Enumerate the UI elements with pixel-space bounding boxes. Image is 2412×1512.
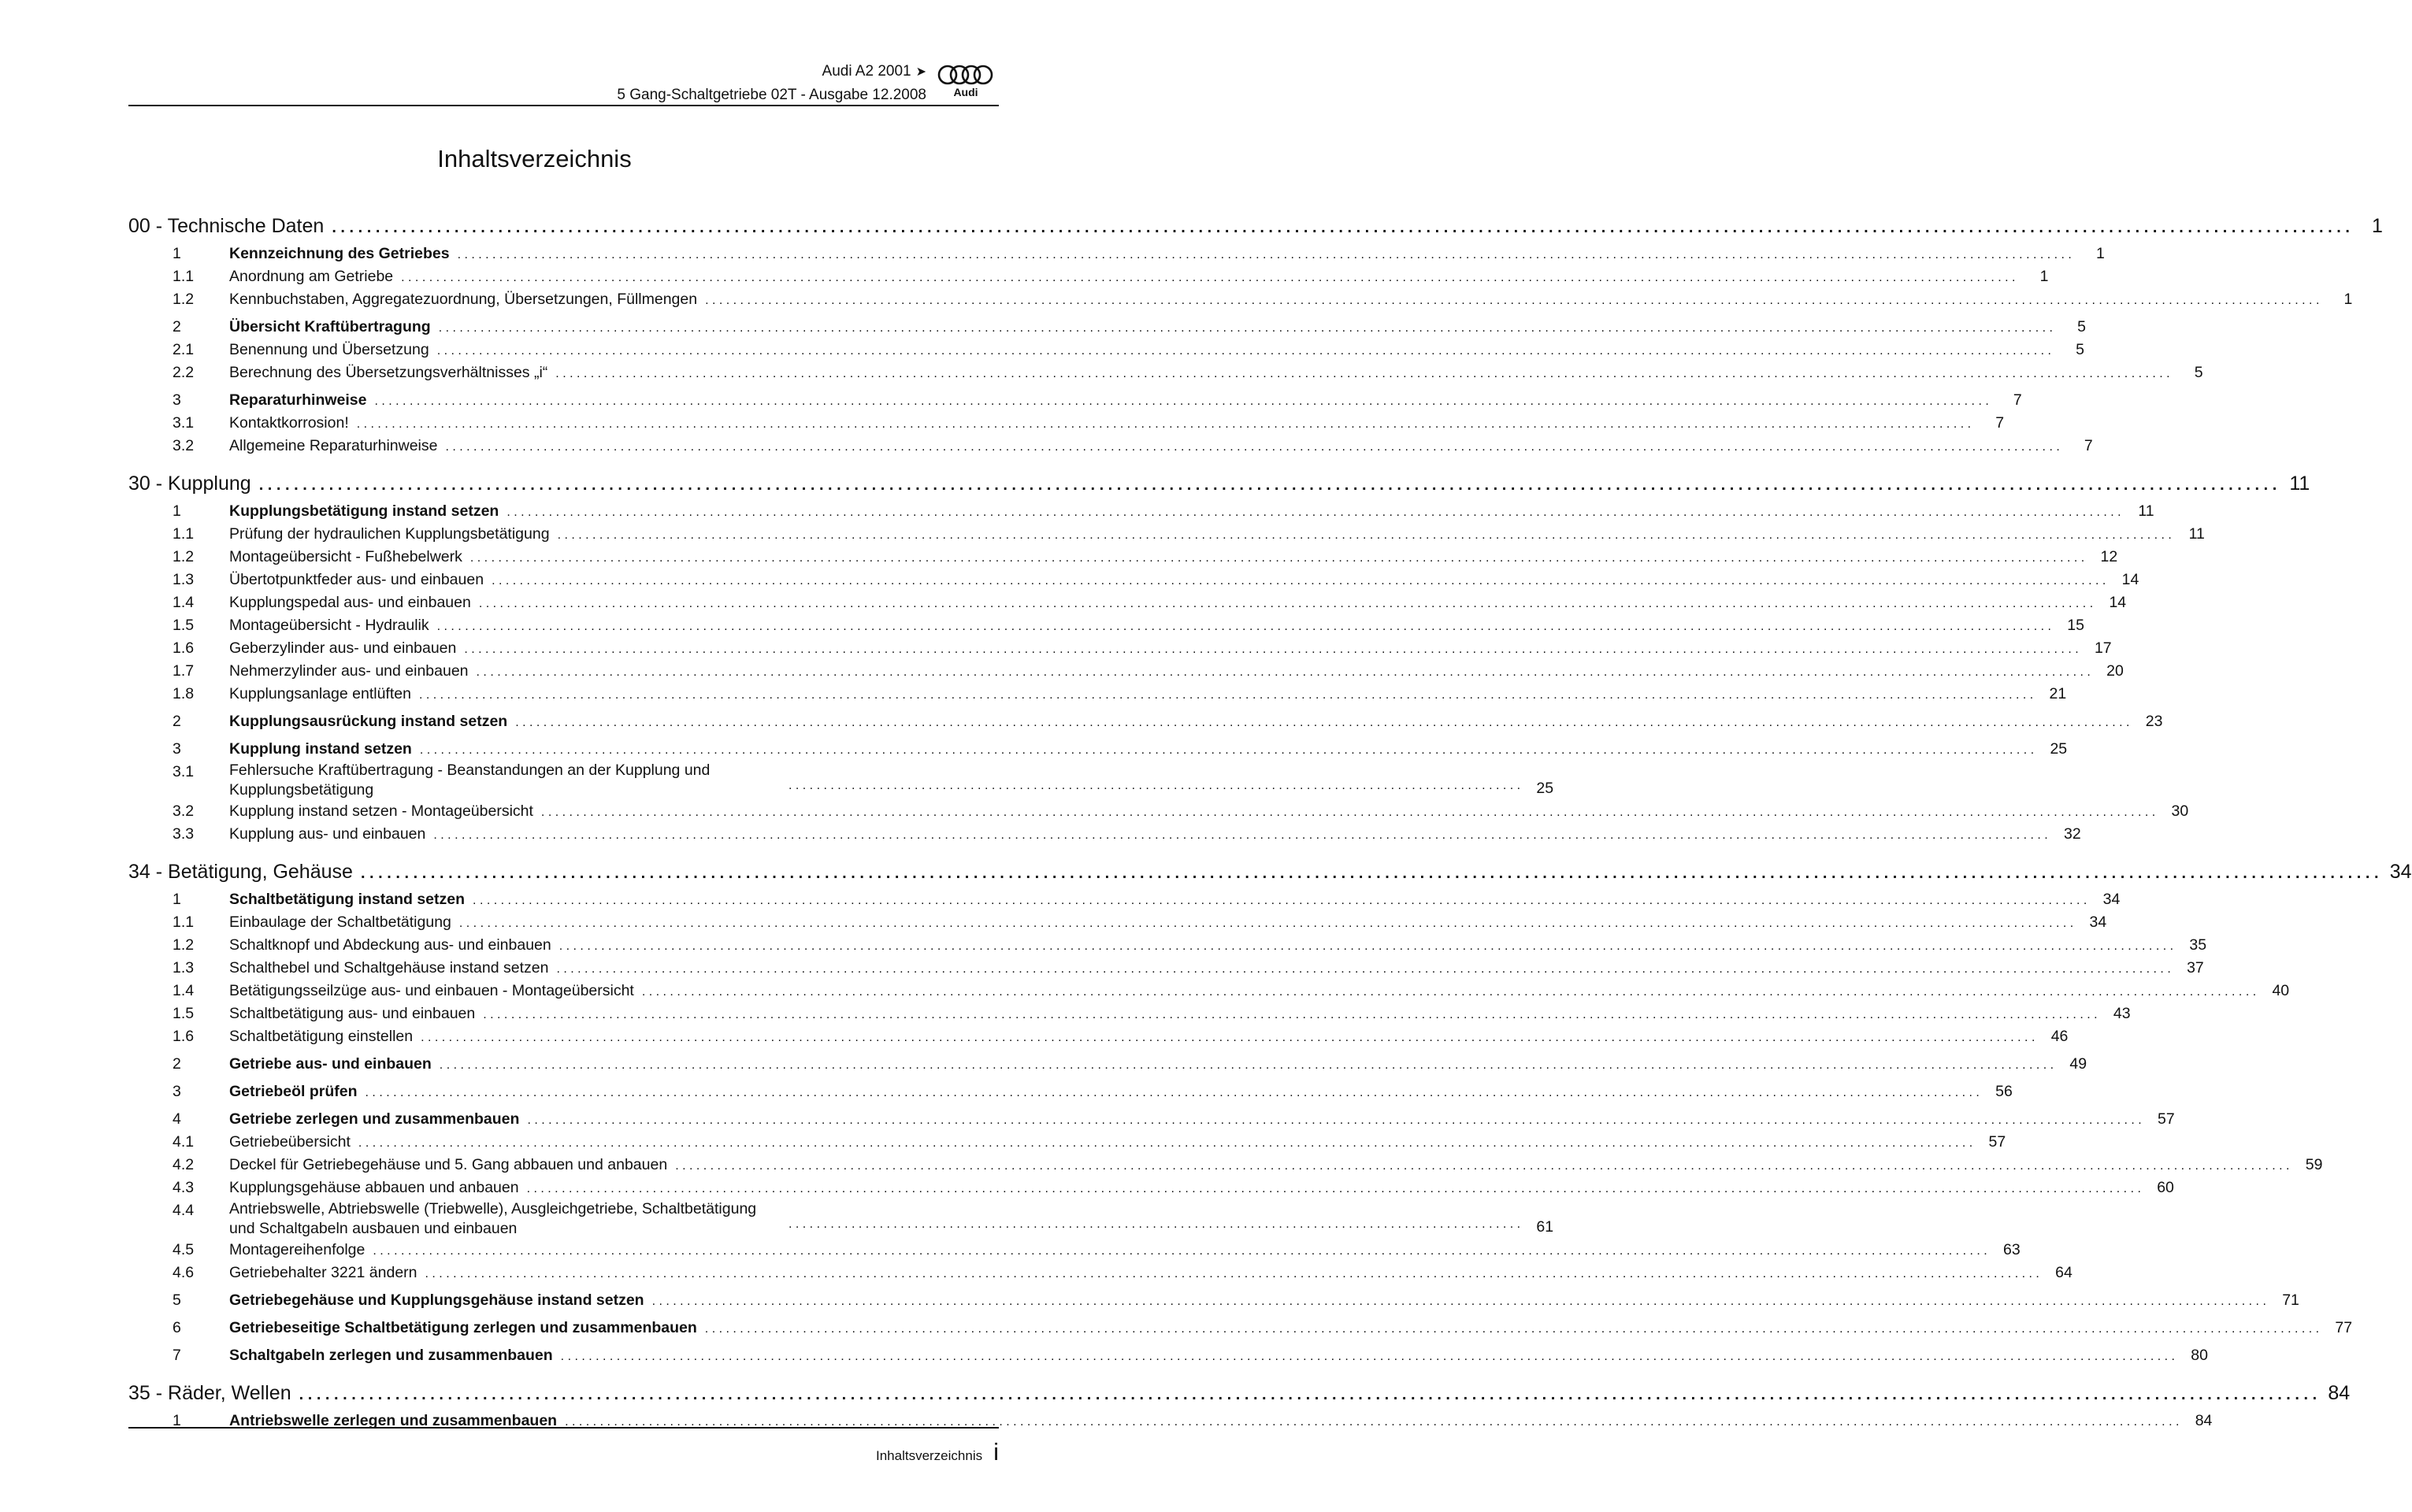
toc-entry-number: 2 [173,318,181,335]
toc-entry-number: 1 [173,245,181,262]
dot-leader [459,912,2073,935]
toc-entry-label: Schaltgabeln zerlegen und zusammenbauen [229,1347,553,1364]
toc-entry-label: Übersicht Kraftübertragung [229,318,431,335]
toc-chapter[interactable] [128,1381,2351,1405]
dot-leader [470,547,2084,569]
toc-entry-page: 56 [1995,1083,2013,1100]
toc-entry-page: 34 [2389,861,2412,883]
toc-entry-number: 3.2 [173,802,195,820]
toc-subsection[interactable] [128,569,2139,591]
dot-leader [332,216,2350,239]
dot-leader [705,289,2319,312]
toc-section[interactable] [128,738,2068,761]
toc-entry-number: 1.4 [173,982,195,999]
toc-entry-number: 1 [173,502,181,520]
toc-entry-label: Übertotpunktfeder aus- und einbauen [229,571,484,588]
toc-entry-number: 2.1 [173,341,195,358]
toc-entry-label: Nehmerzylinder aus- und einbauen [229,662,469,680]
dot-leader [374,390,1988,413]
header-model-text: Audi A2 2001 [822,63,911,80]
toc-subsection[interactable] [128,660,2124,683]
toc-entry-page: 1 [2096,245,2105,262]
toc-entry-page: 84 [2195,1412,2213,1429]
dot-leader [458,243,2072,266]
toc-entry-label: Anordnung am Getriebe [229,268,394,285]
toc-entry-label: Kupplungspedal aus- und einbauen [229,594,471,611]
toc-entry-label: Getriebehalter 3221 ändern [229,1264,417,1281]
toc-entry-number: 6 [173,1319,181,1336]
toc-entry-page: 15 [2067,617,2084,634]
toc-entry-number: 4.6 [173,1264,195,1281]
toc-entry-page: 64 [2055,1264,2072,1281]
toc-entry-number: 4.5 [173,1241,195,1258]
arrow-right-icon: ➤ [915,65,926,79]
toc-entry-number: 3.1 [173,763,195,780]
toc-entry-number: 1.7 [173,662,195,680]
toc-entry-page: 46 [2050,1028,2069,1045]
toc-entry-label: Getriebeseitige Schaltbetätigung zerlegen und zusammenbauen [229,1319,697,1336]
dot-leader [445,435,2059,458]
toc-entry-page: 43 [2113,1005,2131,1022]
toc-entry-label: Kennbuchstaben, Aggregatezuordnung, Übersetzungen, Füllmengen [229,291,698,308]
dot-leader [425,1262,2039,1285]
dot-leader [437,339,2051,362]
toc-subsection[interactable] [128,1002,2131,1025]
toc-entry-label: Kupplungsausrückung instand setzen [229,713,508,730]
toc-entry-page: 17 [2094,639,2112,657]
dot-leader [420,739,2034,762]
toc-subsection[interactable] [128,614,2084,637]
toc-entry-label: Kupplung aus- und einbauen [229,825,426,843]
dot-leader [565,1410,2179,1433]
toc-entry-label: Schaltbetätigung instand setzen [229,891,466,908]
toc-entry-number: 4 [173,1110,181,1128]
toc-section[interactable] [128,1108,2175,1131]
toc-subsection[interactable] [128,761,1554,800]
toc-entry-label: Einbaulage der Schaltbetätigung [229,914,451,931]
dot-leader [433,824,2047,847]
dot-leader [675,1154,2289,1177]
dot-leader [366,1081,1980,1104]
toc-entry-label: Kennzeichnung des Getriebes [229,245,450,262]
toc-entry-number: 1.8 [173,685,195,702]
footer-rule [128,1427,999,1429]
toc-entry-number: 1.1 [173,268,195,285]
toc-entry-page: 11 [2188,525,2205,543]
footer-label: Inhaltsverzeichnis [875,1448,983,1463]
toc-entry-label: Montagereihenfolge [229,1241,366,1258]
toc-section[interactable] [128,389,2022,412]
chapter-spacer [128,1367,999,1373]
dot-leader [515,711,2129,734]
toc-entry-number: 7 [173,1347,181,1364]
toc-entry-page: 40 [2272,982,2290,999]
toc-subsection[interactable] [128,523,2205,546]
toc-section[interactable] [128,1080,2013,1103]
toc-entry-label: Kupplung instand setzen [229,740,412,758]
toc-entry-number: 4.2 [173,1156,195,1173]
toc-subsection[interactable] [128,591,2127,614]
toc-entry-page: 1 [2039,268,2049,285]
toc-entry-label: Schaltbetätigung einstellen [229,1028,414,1045]
toc-subsection[interactable] [128,980,2290,1002]
toc-subsection[interactable] [128,546,2118,569]
toc-section[interactable] [128,710,2163,733]
toc-subsection[interactable] [128,361,2203,384]
toc-entry-label: Schalthebel und Schaltgehäuse instand setzen [229,959,549,976]
dot-leader [299,1383,2317,1406]
toc-entry-label: 34 - Betätigung, Gehäuse [128,861,353,883]
toc-entry-label: Geberzylinder aus- und einbauen [229,639,457,657]
toc-entry-label: Kupplungsanlage entlüften [229,685,411,702]
toc-entry-label: Kupplungsgehäuse abbauen und anbauen [229,1179,519,1196]
dot-leader [789,1213,1520,1236]
toc-section[interactable] [128,1053,2087,1076]
toc-entry-page: 84 [2328,1382,2351,1404]
toc-subsection[interactable] [128,1025,2069,1048]
toc-subsection[interactable] [128,934,2207,957]
toc-entry-label: Montageübersicht - Fußhebelwerk [229,548,462,565]
toc-entry-page: 34 [2102,891,2121,908]
toc-entry-page: 1 [2372,215,2383,237]
toc-entry-page: 14 [2121,571,2139,588]
dot-leader [558,524,2172,547]
toc-entry-page: 11 [2289,472,2310,495]
toc-section[interactable] [128,1289,2299,1312]
toc-entry-number: 1.2 [173,548,195,565]
logo-wordmark: Audi [953,86,978,98]
toc-chapter[interactable] [128,472,2310,495]
toc-entry-label: Kupplung instand setzen - Montageübersicht [229,802,533,820]
toc-entry-label: Getriebe aus- und einbauen [229,1055,432,1073]
toc-entry-page: 32 [2063,825,2081,843]
header-model [822,63,926,81]
toc-entry-number: 1.3 [173,571,195,588]
toc-entry-page: 30 [2171,802,2189,820]
toc-entry-label: Antriebswelle zerlegen und zusammenbauen [229,1412,558,1429]
toc-entry-page: 14 [2109,594,2127,611]
toc-subsection[interactable] [128,683,2067,706]
toc-entry-page: 20 [2106,662,2124,680]
dot-leader [473,889,2087,912]
toc-section[interactable] [128,316,2086,339]
toc-entry-label: Benennung und Übersetzung [229,341,429,358]
toc-entry-number: 1.2 [173,291,195,308]
toc-entry-page: 77 [2335,1319,2353,1336]
dot-leader [421,1026,2035,1049]
toc-section[interactable] [128,1344,2208,1367]
toc-subsection[interactable] [128,637,2112,660]
toc-entry-label: Reparaturhinweise [229,391,367,409]
dot-leader [555,362,2169,385]
toc-entry-page: 57 [2158,1110,2175,1128]
dot-leader [541,801,2155,824]
dot-leader [483,1003,2097,1026]
dot-leader [561,1345,2175,1368]
toc-entry-page: 49 [2069,1055,2087,1073]
dot-leader [556,958,2170,980]
toc-entry-page: 34 [2089,914,2107,931]
toc-entry-number: 3 [173,1083,181,1100]
dot-leader [358,1132,1972,1154]
toc-entry-page: 71 [2282,1292,2299,1309]
toc-entry-number: 3 [173,391,181,409]
toc-entry-number: 1.3 [173,959,195,976]
toc-entry-label: Getriebegehäuse und Kupplungsgehäuse instand setzen [229,1292,644,1309]
toc-entry-label: Getriebe zerlegen und zusammenbauen [229,1110,520,1128]
toc-entry-page: 7 [2013,391,2022,409]
chapter-spacer [128,846,999,852]
toc-entry-label: Schaltknopf und Abdeckung aus- und einbauen [229,936,551,954]
toc-entry-number: 3.1 [173,414,195,432]
toc-entry-label: 35 - Räder, Wellen [128,1382,291,1404]
toc-entry-page: 80 [2191,1347,2208,1364]
dot-leader [559,935,2173,958]
dot-leader [477,661,2091,684]
dot-leader [439,317,2053,339]
toc-entry-label: Kontaktkorrosion! [229,414,349,432]
toc-section[interactable] [128,243,2105,265]
toc-entry-page: 63 [2002,1241,2021,1258]
dot-leader [652,1290,2266,1313]
page-header [128,60,999,106]
toc-entry-number: 1.1 [173,525,195,543]
toc-entry-number: 1.6 [173,639,195,657]
page-footer [876,1438,999,1466]
toc-entry-page: 35 [2189,936,2207,954]
dot-leader [527,1177,2141,1200]
toc-subsection[interactable] [128,1131,2006,1154]
toc-entry-label: Antriebswelle, Abtriebswelle (Triebwelle), Ausgleichgetriebe, Schaltbetätigung und Schaltgabeln ausbauen und einbauen [229,1200,757,1237]
toc-entry-label: Deckel für Getriebegehäuse und 5. Gang abbauen und anbauen [229,1156,668,1173]
toc-entry-label-wrap [229,1199,1530,1239]
toc-subsection[interactable] [128,412,2005,435]
toc-entry-label: 30 - Kupplung [128,472,251,495]
toc-subsection[interactable] [128,823,2081,846]
toc-entry-number: 4.1 [173,1133,195,1151]
dot-leader [464,638,2078,661]
toc-entry-number: 3.2 [173,437,195,454]
toc-entry-page: 21 [2049,685,2067,702]
toc-entry-number: 1.1 [173,914,195,931]
toc-subsection[interactable] [128,339,2084,361]
dot-leader [507,501,2121,524]
toc-entry-label: Betätigungsseilzüge aus- und einbauen - Montageübersicht [229,982,634,999]
chapter-spacer [128,458,999,464]
toc-entry-number: 2 [173,713,181,730]
toc-section[interactable] [128,888,2121,911]
dot-leader [259,473,2277,497]
toc-entry-label: 00 - Technische Daten [128,215,325,237]
toc-entry-label: Montageübersicht - Hydraulik [229,617,429,634]
toc-entry-page: 57 [1988,1133,2006,1151]
toc-entry-label: Berechnung des Übersetzungsverhältnisses „i“ [229,364,548,381]
dot-leader [419,684,2033,706]
toc-chapter[interactable] [128,214,2383,238]
toc-entry-label: Prüfung der hydraulichen Kupplungsbetätigung [229,525,550,543]
toc-entry-number: 3.3 [173,825,195,843]
toc-section[interactable] [128,1317,2353,1340]
toc-entry-number: 1.5 [173,1005,195,1022]
dot-leader [361,862,2379,885]
toc-entry-page: 61 [1536,1218,1554,1236]
toc-entry-label: Allgemeine Reparaturhinweise [229,437,438,454]
toc-entry-number: 1.6 [173,1028,195,1045]
toc-chapter[interactable] [128,860,2412,884]
dot-leader [437,615,2051,638]
toc-subsection[interactable] [128,265,2049,288]
toc-subsection[interactable] [128,1239,2021,1262]
toc-section[interactable] [128,1410,2213,1432]
toc-subsection[interactable] [128,1177,2174,1199]
dot-leader [479,592,2093,615]
dot-leader [492,569,2106,592]
toc-subsection[interactable] [128,800,2189,823]
toc-entry-number: 4.4 [173,1202,195,1219]
toc-entry-page: 12 [2100,548,2118,565]
dot-leader [527,1109,2141,1132]
dot-leader [373,1240,1987,1262]
toc-entry-page: 25 [2050,740,2068,758]
toc-subsection[interactable] [128,911,2107,934]
toc-entry-page: 60 [2157,1179,2174,1196]
toc-entry-label: Fehlersuche Kraftübertragung - Beanstandungen an der Kupplung und Kupplungsbetätigung [229,762,711,799]
toc-entry-page: 5 [2077,318,2086,335]
toc-subsection[interactable] [128,288,2353,311]
toc-entry-number: 4.3 [173,1179,195,1196]
header-subtitle: 5 Gang-Schaltgetriebe 02T - Ausgabe 12.2008 [617,87,926,103]
dot-leader [642,980,2256,1003]
toc-entry-label: Getriebeübersicht [229,1133,351,1151]
toc-entry-number: 2.2 [173,364,195,381]
header-rule [128,105,999,106]
toc-subsection[interactable] [128,1154,2323,1177]
toc-entry-number: 1.4 [173,594,195,611]
toc-entry-page: 59 [2305,1156,2323,1173]
toc-entry-number: 1 [173,891,181,908]
toc-entry-label-wrap [229,761,1530,800]
dot-leader [789,774,1520,797]
toc-entry-number: 2 [173,1055,181,1073]
toc-entry-page: 7 [1995,414,2005,432]
toc-entry-page: 5 [2194,364,2203,381]
toc-entry-number: 5 [173,1292,181,1309]
toc-entry-page: 25 [1536,780,1554,797]
audi-logo [936,63,996,99]
toc-entry-page: 7 [2084,437,2093,454]
toc-subsection[interactable] [128,1262,2072,1284]
footer-page-number: i [993,1438,999,1466]
toc-entry-label: Getriebeöl prüfen [229,1083,358,1100]
dot-leader [705,1317,2319,1340]
toc-entry-page: 23 [2145,713,2163,730]
toc-entry-number: 1.2 [173,936,195,954]
toc-entry-page: 37 [2187,959,2204,976]
toc-entry-number: 1.5 [173,617,195,634]
toc-entry-label: Kupplungsbetätigung instand setzen [229,502,499,520]
toc-entry-page: 11 [2138,502,2154,520]
page-title: Inhaltsverzeichnis [437,145,632,172]
dot-leader [440,1054,2054,1077]
toc-entry-page: 1 [2343,291,2353,308]
toc-subsection[interactable] [128,435,2093,458]
toc-entry-label: Schaltbetätigung aus- und einbauen [229,1005,476,1022]
toc-subsection[interactable] [128,957,2204,980]
toc-section[interactable] [128,500,2154,523]
toc-entry-page: 5 [2076,341,2084,358]
toc-entry-number: 3 [173,740,181,758]
dot-leader [401,266,2015,289]
toc-subsection[interactable] [128,1199,1554,1239]
table-of-contents [128,206,2412,1432]
dot-leader [357,413,1971,435]
toc-entry-number: 1 [173,1412,181,1429]
